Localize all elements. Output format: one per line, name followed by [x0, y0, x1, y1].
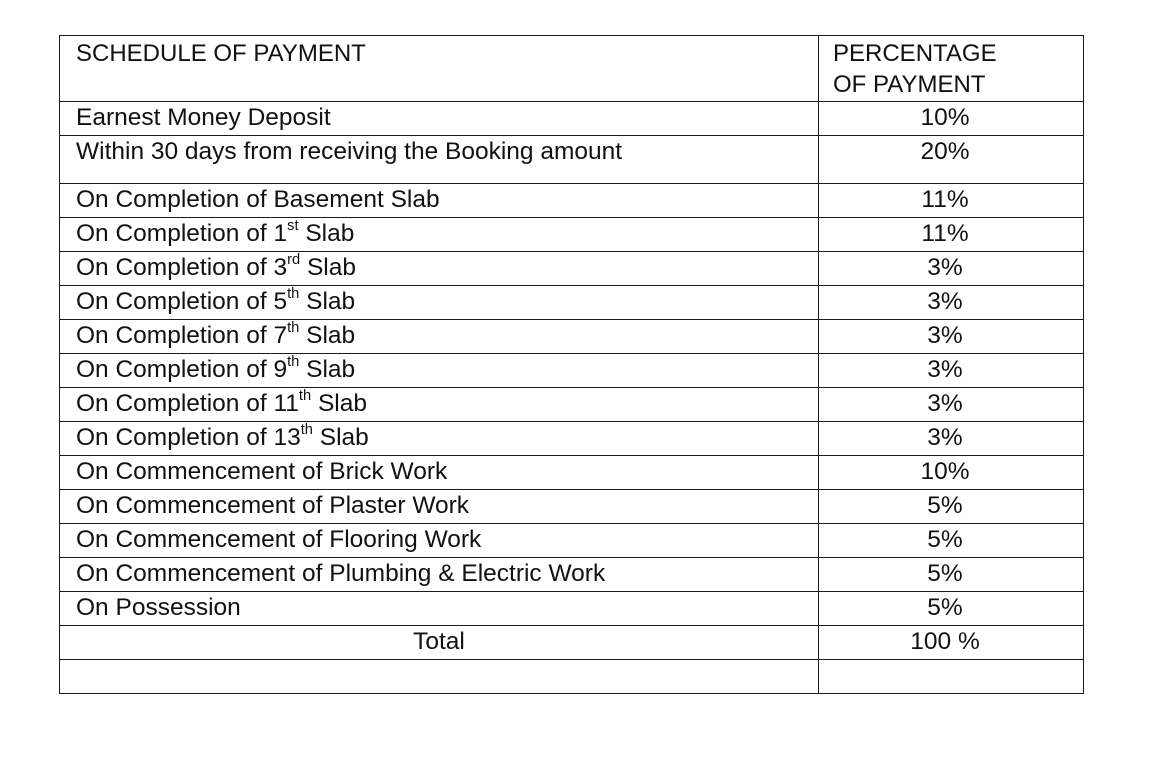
row-label [60, 354, 819, 388]
row-label-suffix: Slab [312, 424, 369, 451]
row-percentage: 3% [819, 388, 1084, 422]
row-percentage: 10% [819, 102, 1084, 136]
table-row [60, 320, 1084, 354]
row-label [60, 320, 819, 354]
row-label: On Commencement of Brick Work [60, 456, 819, 490]
total-row [60, 626, 1084, 660]
percentage-header [819, 36, 1084, 102]
row-label: On Commencement of Plaster Work [60, 490, 819, 524]
percentage-header-line1: PERCENTAGE [833, 40, 997, 67]
row-label-prefix: On Completion of 3 [76, 254, 288, 281]
row-label-ordinal: th [287, 319, 300, 336]
row-label-ordinal: rd [287, 251, 301, 268]
row-label: On Completion of Basement Slab [60, 184, 819, 218]
row-label: On Possession [60, 592, 819, 626]
row-percentage: 5% [819, 524, 1084, 558]
row-label-prefix: On Completion of 13 [76, 424, 301, 451]
table-row [60, 136, 1084, 184]
row-percentage: 5% [819, 592, 1084, 626]
table-row [60, 592, 1084, 626]
row-label-prefix: On Completion of 11 [76, 390, 299, 417]
row-label-ordinal: th [298, 387, 312, 404]
table-row [60, 354, 1084, 388]
row-label-ordinal: th [300, 421, 313, 438]
percentage-header-line2: OF PAYMENT [833, 71, 986, 98]
row-label-suffix: Slab [299, 356, 356, 383]
table-row [60, 102, 1084, 136]
row-percentage: 5% [819, 558, 1084, 592]
empty-cell [819, 660, 1084, 694]
row-label-suffix: Slab [298, 220, 355, 247]
row-label [60, 252, 819, 286]
row-percentage: 11% [819, 218, 1084, 252]
row-percentage: 20% [819, 136, 1084, 184]
row-label: On Commencement of Plumbing & Electric Work [60, 558, 819, 592]
row-label-suffix: Slab [300, 254, 356, 281]
row-percentage: 5% [819, 490, 1084, 524]
payment-schedule-table [59, 35, 1084, 694]
table-row [60, 558, 1084, 592]
table-row [60, 218, 1084, 252]
row-label-prefix: On Completion of 7 [76, 322, 288, 349]
row-label [60, 388, 819, 422]
table-row [60, 184, 1084, 218]
row-label: On Commencement of Flooring Work [60, 524, 819, 558]
row-percentage: 10% [819, 456, 1084, 490]
row-percentage: 3% [819, 422, 1084, 456]
table-header-row [60, 36, 1084, 102]
schedule-header: SCHEDULE OF PAYMENT [60, 36, 819, 102]
row-label-suffix: Slab [311, 390, 367, 417]
row-percentage: 3% [819, 252, 1084, 286]
table-row [60, 490, 1084, 524]
row-label: Earnest Money Deposit [60, 102, 819, 136]
row-percentage: 3% [819, 320, 1084, 354]
row-label-prefix: On Completion of 5 [76, 288, 288, 315]
table-row [60, 422, 1084, 456]
row-label [60, 286, 819, 320]
table-row [60, 252, 1084, 286]
row-label-suffix: Slab [299, 322, 356, 349]
row-label-prefix: On Completion of 9 [76, 356, 288, 383]
table-row [60, 524, 1084, 558]
row-percentage: 3% [819, 286, 1084, 320]
empty-row [60, 660, 1084, 694]
row-label-ordinal: th [287, 285, 300, 302]
table-row [60, 286, 1084, 320]
row-label-ordinal: st [287, 217, 299, 234]
row-label: Within 30 days from receiving the Booking amount [60, 136, 819, 184]
table-row [60, 456, 1084, 490]
table-row [60, 388, 1084, 422]
total-label: Total [60, 626, 819, 660]
row-label-ordinal: th [287, 353, 300, 370]
row-label-suffix: Slab [299, 288, 356, 315]
row-label-prefix: On Completion of 1 [76, 220, 288, 247]
total-percentage: 100 % [819, 626, 1084, 660]
row-label [60, 218, 819, 252]
row-label [60, 422, 819, 456]
empty-cell [60, 660, 819, 694]
row-percentage: 3% [819, 354, 1084, 388]
row-percentage: 11% [819, 184, 1084, 218]
